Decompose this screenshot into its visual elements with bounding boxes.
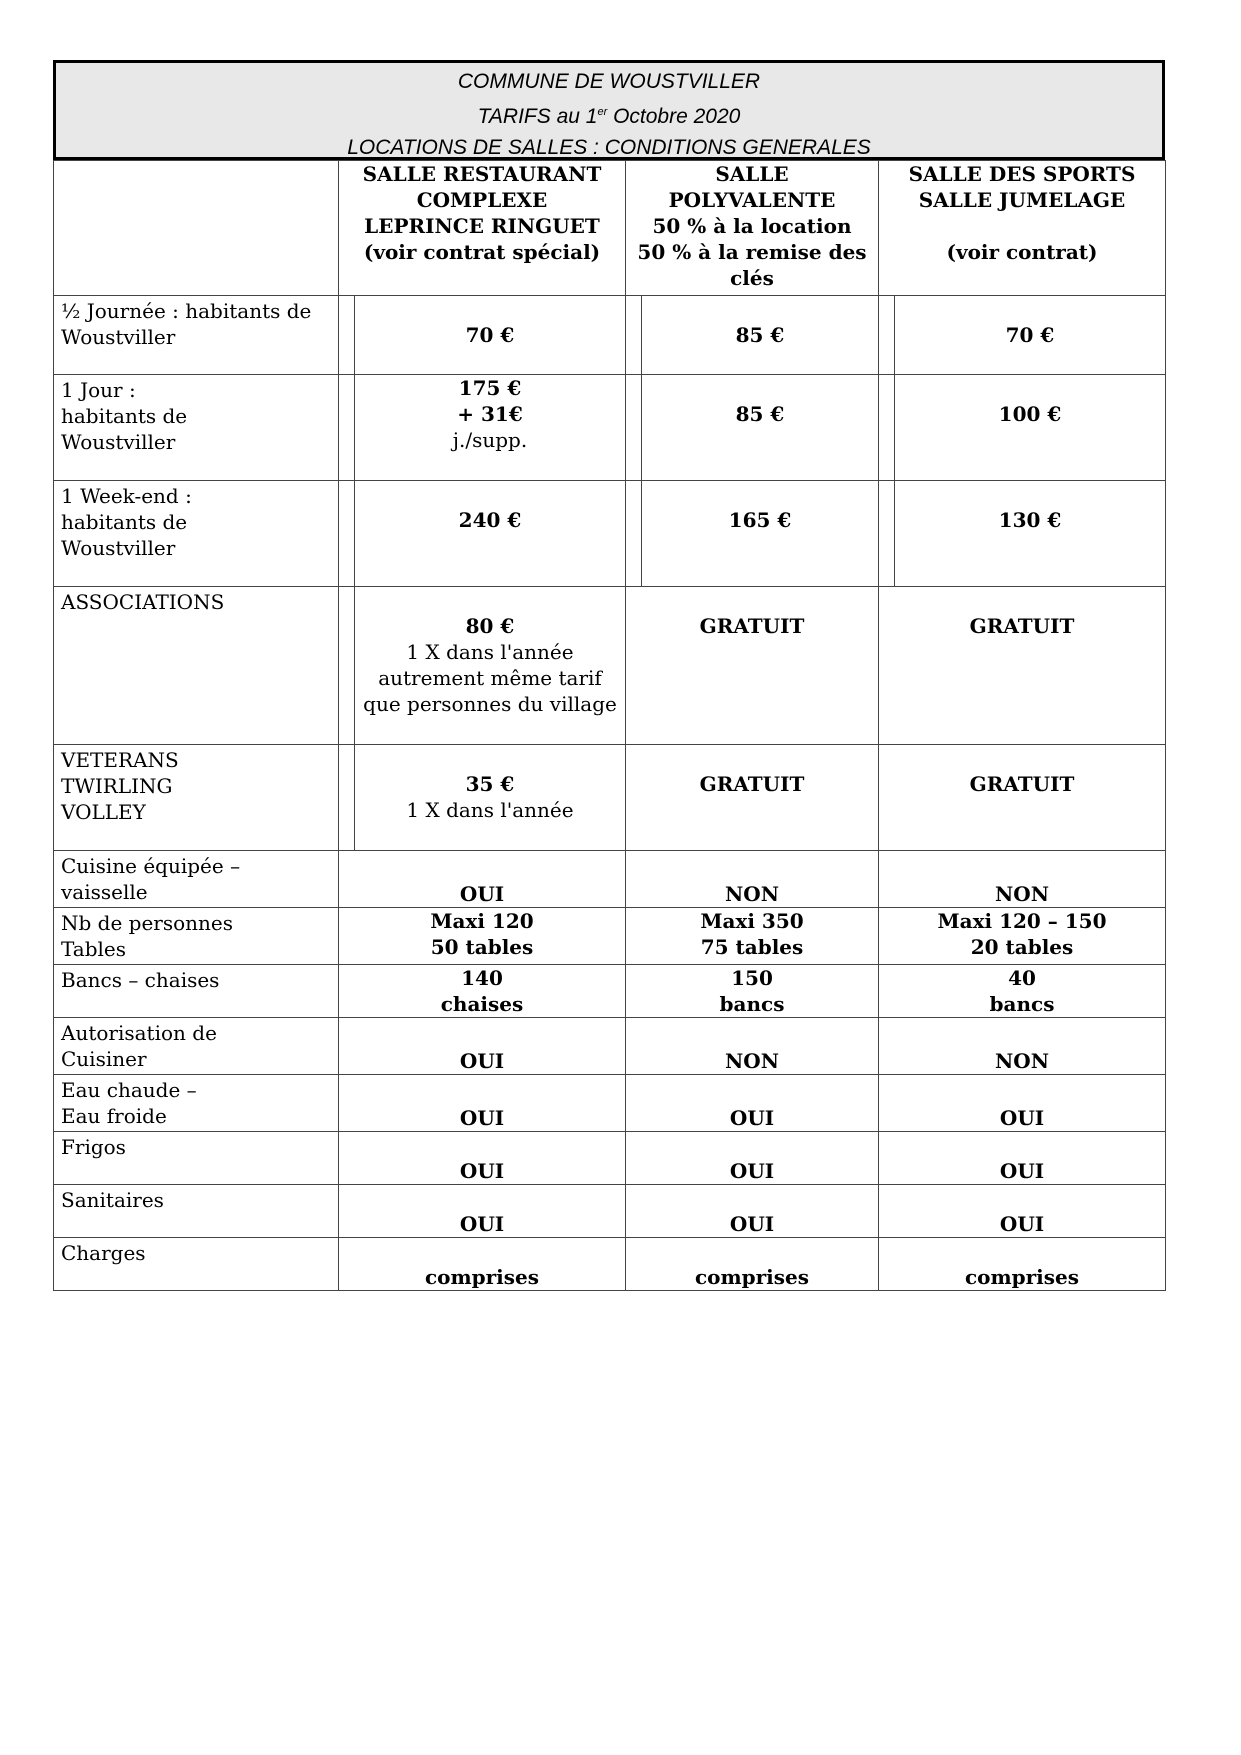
col-header-polyvalente-line: clés [730, 266, 774, 290]
cell-value: 130 € [998, 508, 1062, 532]
cell-restaurant [339, 851, 626, 908]
header-empty-cell [54, 161, 339, 296]
cell-value: comprises [424, 1265, 540, 1289]
cell-sports [879, 851, 1166, 908]
row-label-line: Tables [61, 937, 127, 961]
table-row-charges [54, 1238, 1166, 1291]
cell-polyvalente [626, 1132, 879, 1185]
row-label-line: Charges [61, 1241, 146, 1265]
cell-value: 175 € [458, 376, 522, 400]
row-label-line: habitants de [61, 510, 188, 534]
row-label-line: TWIRLING [61, 774, 173, 798]
cell-sports [879, 1238, 1166, 1291]
cell-polyvalente [626, 587, 879, 745]
document-header [53, 60, 1165, 160]
cell-restaurant [339, 965, 626, 1018]
cell-value: OUI [729, 1159, 775, 1183]
row-label [54, 481, 339, 587]
cell-polyvalente [626, 1018, 879, 1075]
table-row-eau [54, 1075, 1166, 1132]
row-label-line: vaisselle [61, 880, 148, 904]
table-row-associations [54, 587, 1166, 745]
row-label-line: ½ Journée : habitants de [61, 299, 312, 323]
cell-polyvalente [626, 375, 879, 481]
cell-sports [879, 745, 1166, 851]
cell-sports [879, 1018, 1166, 1075]
cell-polyvalente [626, 908, 879, 965]
cell-value: 70 € [1005, 323, 1055, 347]
cell-sports [879, 481, 1166, 587]
header-tarifs-sup: er [597, 106, 608, 118]
table-row-veterans [54, 745, 1166, 851]
col-header-sports-line [879, 213, 1165, 239]
row-label [54, 908, 339, 965]
table-row-jour [54, 375, 1166, 481]
cell-divider [339, 375, 355, 480]
cell-value: 140 [461, 966, 503, 990]
row-label-line: VOLLEY [61, 800, 146, 824]
table-row-cuisine [54, 851, 1166, 908]
cell-value: 75 tables [700, 935, 804, 959]
row-label-line: Woustviller [61, 536, 176, 560]
cell-restaurant [339, 587, 626, 745]
row-label [54, 375, 339, 481]
row-label-line: VETERANS [61, 748, 179, 772]
row-label [54, 1238, 339, 1291]
cell-restaurant [339, 481, 626, 587]
cell-sports [879, 965, 1166, 1018]
cell-value: OUI [459, 1212, 505, 1236]
table-header-row [54, 161, 1166, 296]
table-row-frigos [54, 1132, 1166, 1185]
row-label-line: Sanitaires [61, 1188, 164, 1212]
col-header-sports-line: SALLE DES SPORTS [908, 162, 1136, 186]
cell-value: GRATUIT [969, 772, 1075, 796]
cell-value: 240 € [458, 508, 522, 532]
cell-value: OUI [459, 1049, 505, 1073]
table-row-sanitaires [54, 1185, 1166, 1238]
cell-restaurant [339, 1018, 626, 1075]
cell-value: 35 € [465, 772, 515, 796]
header-tarifs-text: TARIFS au 1 [477, 105, 598, 128]
col-header-polyvalente-line: POLYVALENTE [668, 188, 836, 212]
cell-divider [626, 481, 642, 586]
cell-value: que personnes du village [363, 692, 617, 716]
header-conditions: LOCATIONS DE SALLES : CONDITIONS GENERALES [347, 136, 871, 159]
cell-value: bancs [719, 992, 785, 1016]
row-label [54, 745, 339, 851]
cell-sports [879, 296, 1166, 375]
cell-divider [339, 481, 355, 586]
row-label [54, 851, 339, 908]
cell-value: 85 € [735, 402, 785, 426]
col-header-restaurant-line: COMPLEXE [416, 188, 548, 212]
col-header-restaurant [339, 161, 626, 296]
row-label-line: ASSOCIATIONS [61, 590, 225, 614]
cell-value: comprises [964, 1265, 1080, 1289]
cell-value: bancs [989, 992, 1055, 1016]
header-tarifs [56, 97, 1162, 132]
row-label-line: Woustviller [61, 325, 176, 349]
cell-value: OUI [999, 1212, 1045, 1236]
col-header-sports-line: (voir contrat) [946, 240, 1098, 264]
cell-value: Maxi 120 [430, 909, 534, 933]
cell-divider [339, 296, 355, 374]
row-label-line: Woustviller [61, 430, 176, 454]
cell-sports [879, 908, 1166, 965]
cell-polyvalente [626, 851, 879, 908]
table-row-bancs [54, 965, 1166, 1018]
row-label [54, 296, 339, 375]
cell-value: NON [995, 1049, 1049, 1073]
cell-value: 1 X dans l'année [406, 798, 574, 822]
cell-value: 165 € [728, 508, 792, 532]
col-header-restaurant-line: SALLE RESTAURANT [362, 162, 602, 186]
cell-value: GRATUIT [969, 614, 1075, 638]
col-header-restaurant-line: LEPRINCE RINGUET [364, 214, 600, 238]
cell-value: OUI [999, 1106, 1045, 1130]
row-label [54, 1132, 339, 1185]
cell-sports [879, 1132, 1166, 1185]
cell-value: 70 € [465, 323, 515, 347]
cell-restaurant [339, 375, 626, 481]
cell-value: j./supp. [452, 428, 528, 452]
cell-divider [879, 375, 895, 480]
cell-value: GRATUIT [699, 772, 805, 796]
cell-value: 150 [731, 966, 773, 990]
row-label [54, 1018, 339, 1075]
col-header-polyvalente [626, 161, 879, 296]
cell-value: Maxi 350 [700, 909, 804, 933]
cell-divider [626, 375, 642, 480]
col-header-restaurant-line: (voir contrat spécial) [363, 240, 601, 264]
cell-value: OUI [459, 882, 505, 906]
cell-sports [879, 375, 1166, 481]
row-label-line: habitants de [61, 404, 188, 428]
cell-polyvalente [626, 1185, 879, 1238]
row-label [54, 965, 339, 1018]
cell-value: + 31€ [457, 402, 523, 426]
row-label-line: 1 Week-end : [61, 484, 192, 508]
cell-value: 1 X dans l'année [406, 640, 574, 664]
cell-value: OUI [729, 1106, 775, 1130]
cell-polyvalente [626, 481, 879, 587]
cell-value: GRATUIT [699, 614, 805, 638]
cell-value: 40 [1008, 966, 1036, 990]
cell-value: 80 € [465, 614, 515, 638]
cell-divider [879, 481, 895, 586]
cell-value: NON [995, 882, 1049, 906]
row-label-line: Autorisation de [61, 1021, 217, 1045]
cell-value: 20 tables [970, 935, 1074, 959]
row-label-line: Eau froide [61, 1104, 167, 1128]
cell-restaurant [339, 296, 626, 375]
cell-divider [339, 745, 355, 850]
row-label-line: Eau chaude – [61, 1078, 197, 1102]
row-label-line: Nb de personnes [61, 911, 234, 935]
cell-value: NON [725, 882, 779, 906]
cell-value: autrement même tarif [378, 666, 602, 690]
row-label-line: Bancs – chaises [61, 968, 220, 992]
cell-sports [879, 587, 1166, 745]
header-commune: COMMUNE DE WOUSTVILLER [457, 70, 761, 93]
col-header-polyvalente-line: 50 % à la location [652, 214, 852, 238]
cell-divider [339, 587, 355, 744]
row-label-line: Cuisiner [61, 1047, 147, 1071]
row-label-line: 1 Jour : [61, 378, 136, 402]
cell-value: OUI [459, 1159, 505, 1183]
cell-polyvalente [626, 745, 879, 851]
table-row-autorisation [54, 1018, 1166, 1075]
cell-divider [626, 296, 642, 374]
row-label-line: Cuisine équipée – [61, 854, 241, 878]
cell-divider [879, 296, 895, 374]
cell-polyvalente [626, 1075, 879, 1132]
col-header-sports [879, 161, 1166, 296]
table-row-personnes [54, 908, 1166, 965]
row-label [54, 1185, 339, 1238]
cell-value: OUI [729, 1212, 775, 1236]
cell-value: OUI [999, 1159, 1045, 1183]
cell-value: 100 € [998, 402, 1062, 426]
cell-polyvalente [626, 965, 879, 1018]
row-label [54, 1075, 339, 1132]
col-header-polyvalente-line: SALLE [715, 162, 789, 186]
cell-value: comprises [694, 1265, 810, 1289]
cell-value: chaises [440, 992, 524, 1016]
row-label [54, 587, 339, 745]
cell-polyvalente [626, 1238, 879, 1291]
cell-sports [879, 1185, 1166, 1238]
table-row-weekend [54, 481, 1166, 587]
col-header-polyvalente-line: 50 % à la remise des [637, 240, 867, 264]
cell-restaurant [339, 745, 626, 851]
tarifs-table [53, 160, 1166, 1291]
cell-value: 85 € [735, 323, 785, 347]
col-header-sports-line: SALLE JUMELAGE [918, 188, 1126, 212]
cell-restaurant [339, 1132, 626, 1185]
cell-value: Maxi 120 – 150 [937, 909, 1107, 933]
row-label-line: Frigos [61, 1135, 126, 1159]
cell-restaurant [339, 1075, 626, 1132]
table-row-demi-journee [54, 296, 1166, 375]
cell-restaurant [339, 908, 626, 965]
cell-value: OUI [459, 1106, 505, 1130]
cell-sports [879, 1075, 1166, 1132]
cell-restaurant [339, 1185, 626, 1238]
cell-polyvalente [626, 296, 879, 375]
cell-value: NON [725, 1049, 779, 1073]
cell-value: 50 tables [430, 935, 534, 959]
header-tarifs-date: Octobre 2020 [607, 105, 741, 128]
cell-restaurant [339, 1238, 626, 1291]
